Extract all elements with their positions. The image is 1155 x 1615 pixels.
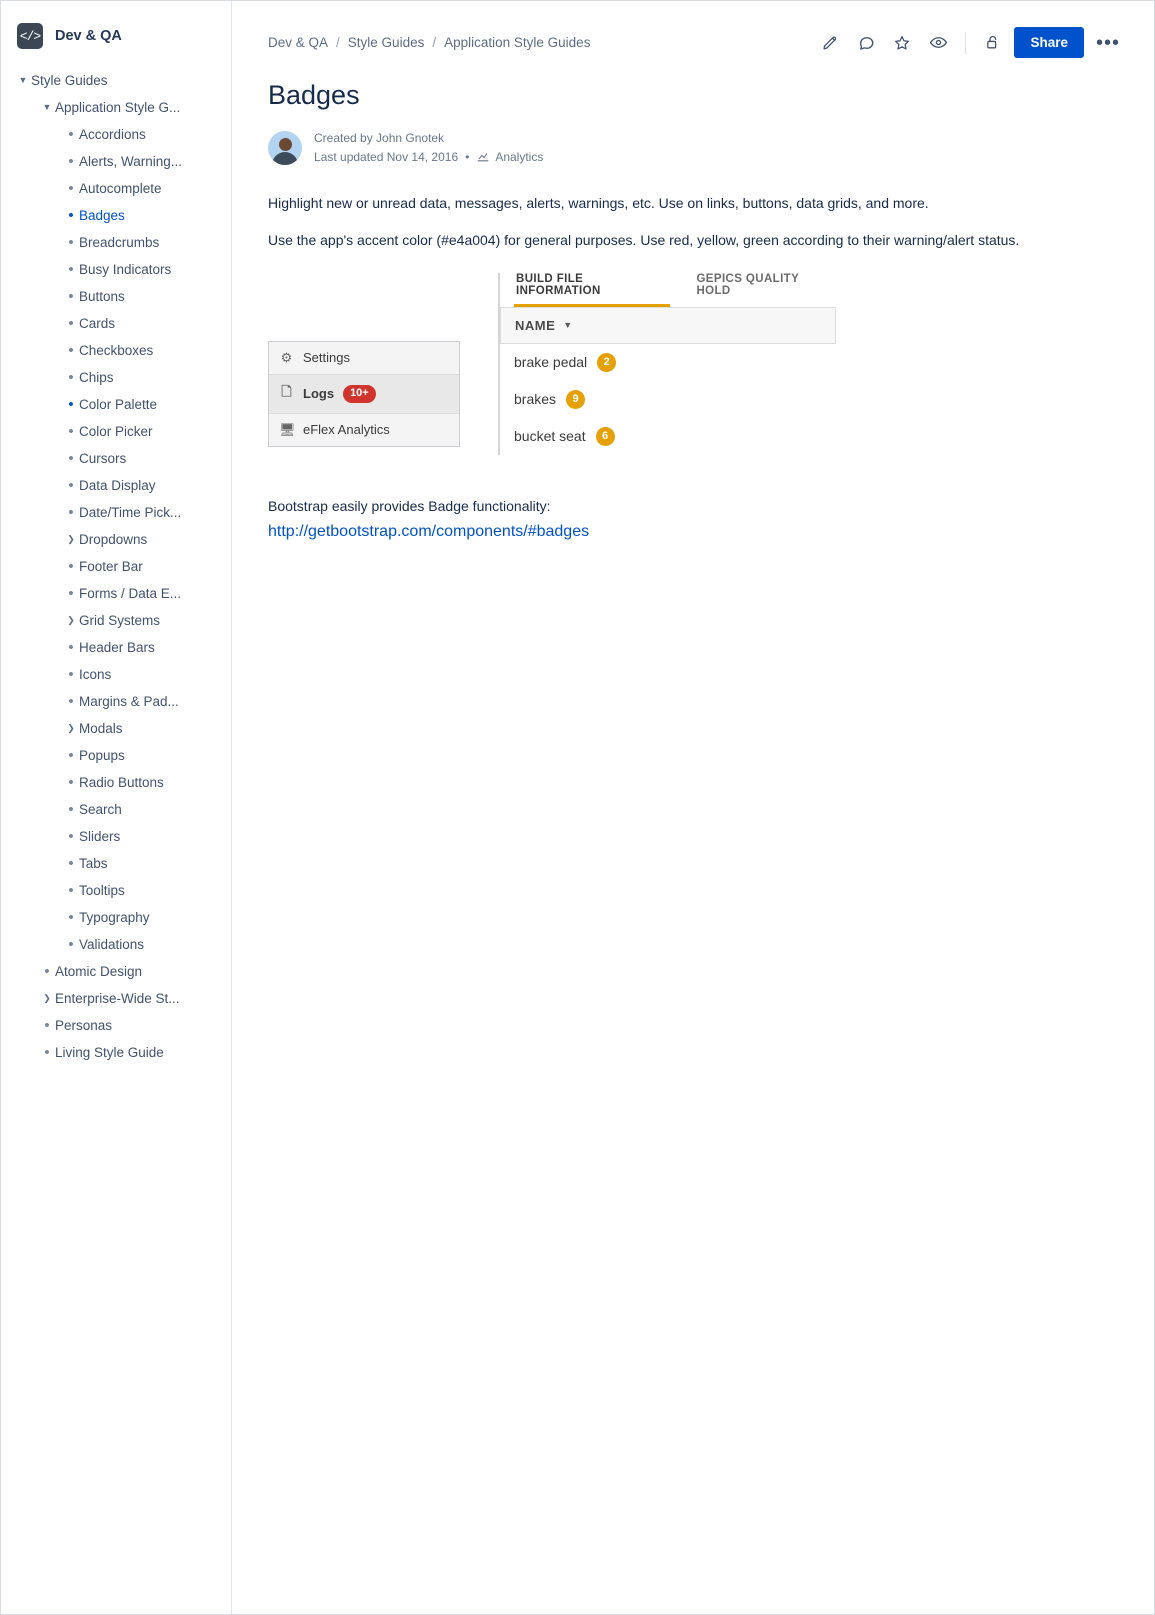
row-label: brakes [514, 391, 557, 408]
sidebar-item-label: Forms / Data E... [79, 586, 182, 601]
sidebar-item-label: Modals [79, 721, 123, 736]
sidebar-item-label: Dropdowns [79, 532, 148, 547]
sidebar-item-label: Atomic Design [55, 964, 143, 979]
lock-icon[interactable] [978, 28, 1008, 58]
chevron-right-icon[interactable]: ❯ [67, 534, 75, 544]
sidebar-item-label: Badges [79, 208, 125, 223]
copy-icon: 🗋 [281, 383, 292, 399]
breadcrumb [268, 35, 807, 50]
chevron-down-icon[interactable]: ▼ [42, 102, 52, 112]
sidebar-item-forms-data-e[interactable] [1, 580, 231, 607]
table-column-header-name[interactable] [500, 307, 836, 344]
sidebar-item-label: Radio Buttons [79, 775, 164, 790]
bullet-icon: • [68, 747, 74, 764]
sidebar-item-typography[interactable] [1, 904, 231, 931]
bullet-icon: • [68, 558, 74, 575]
bootstrap-badges-link[interactable]: http://getbootstrap.com/components/#badges [268, 523, 590, 541]
bootstrap-note: Bootstrap easily provides Badge functionality: [268, 497, 551, 514]
row-label: brake pedal [514, 354, 588, 371]
comment-icon[interactable] [851, 28, 881, 58]
sidebar-item-label: Breadcrumbs [79, 235, 160, 250]
bullet-icon: • [68, 153, 74, 170]
sidebar-item-label: Accordions [79, 127, 146, 142]
bullet-icon: • [68, 288, 74, 305]
sidebar-item-badges[interactable] [1, 202, 231, 229]
row-label: bucket seat [514, 428, 586, 445]
example-menu [268, 341, 460, 447]
monitor-icon: 🖥 [279, 421, 296, 437]
bullet-icon: • [68, 936, 74, 953]
bullet-icon: • [68, 801, 74, 818]
sidebar-item-label: Margins & Pad... [79, 694, 179, 709]
sidebar-item-label: Cards [79, 316, 116, 331]
sidebar-item-label: Style Guides [31, 73, 108, 88]
tab-gepics-quality-hold[interactable]: GEPICS QUALITY HOLD [696, 272, 799, 297]
sidebar-item-label: Busy Indicators [79, 262, 172, 277]
sidebar-item-label: Typography [79, 910, 150, 925]
byline [268, 129, 1118, 166]
sidebar-item-label: Living Style Guide [55, 1045, 164, 1060]
sidebar-item-atomic-design[interactable] [1, 958, 231, 985]
bullet-icon: • [68, 234, 74, 251]
sidebar-item-date-time-pick[interactable] [1, 499, 231, 526]
sidebar-item-label: Personas [55, 1018, 113, 1033]
toolbar-divider [965, 32, 966, 54]
sidebar-item-popups[interactable] [1, 742, 231, 769]
sidebar-item-header-bars[interactable] [1, 634, 231, 661]
sidebar-item-label: Validations [79, 937, 145, 952]
sidebar-item-autocomplete[interactable] [1, 175, 231, 202]
bullet-icon: • [68, 342, 74, 359]
bullet-icon: • [68, 207, 74, 224]
sidebar-item-checkboxes[interactable] [1, 337, 231, 364]
sidebar-item-label: Data Display [79, 478, 156, 493]
sidebar-item-icons[interactable] [1, 661, 231, 688]
chevron-right-icon[interactable]: ❯ [43, 993, 51, 1003]
bullet-icon: • [68, 828, 74, 845]
bullet-icon: • [68, 261, 74, 278]
sidebar-item-buttons[interactable] [1, 283, 231, 310]
star-icon[interactable] [887, 28, 917, 58]
sidebar-item-sliders[interactable] [1, 823, 231, 850]
menu-item-label: Logs [303, 386, 335, 402]
bullet-icon: • [44, 1017, 50, 1034]
bullet-icon: • [68, 585, 74, 602]
badge-count: 10+ [343, 385, 376, 402]
sidebar-item-label: Search [79, 802, 122, 817]
sidebar-item-label: Application Style G... [55, 100, 181, 115]
sidebar-item-accordions[interactable] [1, 121, 231, 148]
sidebar-item-chips[interactable] [1, 364, 231, 391]
sidebar-item-label: Tooltips [79, 883, 125, 898]
bullet-icon: • [68, 126, 74, 143]
space-name: Dev & QA [55, 28, 122, 44]
sidebar-item-radio-buttons[interactable] [1, 769, 231, 796]
sidebar-item-personas[interactable] [1, 1012, 231, 1039]
byline-text [314, 129, 543, 166]
paragraph-accent-color: Use the app's accent color (#e4a004) for general purposes. Use red, yellow, green according to their warning/alert status. [268, 231, 1020, 248]
space-header[interactable] [1, 1, 231, 63]
ellipsis-icon[interactable]: ••• [1095, 31, 1120, 54]
page-title: Badges [268, 80, 360, 110]
bullet-icon: • [68, 450, 74, 467]
sidebar-item-margins-pad[interactable] [1, 688, 231, 715]
menu-item-label: eFlex Analytics [303, 422, 390, 438]
badge-count: 2 [597, 353, 616, 372]
menu-item-logs[interactable] [269, 375, 459, 414]
footer-block [268, 495, 1118, 541]
bullet-icon: • [68, 180, 74, 197]
pencil-icon[interactable] [815, 28, 845, 58]
breadcrumb-item-application-style-guides[interactable]: Application Style Guides [444, 35, 591, 50]
sidebar-item-label: Buttons [79, 289, 125, 304]
sidebar-item-color-palette[interactable] [1, 391, 231, 418]
bullet-icon: • [68, 369, 74, 386]
chevron-right-icon[interactable]: ❯ [67, 615, 75, 625]
breadcrumb-separator: / [432, 35, 437, 50]
sidebar-item-label: Alerts, Warning... [79, 154, 183, 169]
code-brackets-icon: </> [17, 23, 43, 49]
bullet-icon: • [68, 774, 74, 791]
paragraph-intro: Highlight new or unread data, messages, alerts, warnings, etc. Use on links, buttons, data grids, and more. [268, 195, 929, 212]
bullet-icon: • [68, 909, 74, 926]
menu-item-eflex-analytics[interactable] [269, 414, 459, 446]
sidebar-item-dropdowns[interactable] [1, 526, 231, 553]
bullet-icon: • [68, 477, 74, 494]
sidebar-item-label: Enterprise-Wide St... [55, 991, 180, 1006]
sidebar-item-grid-systems[interactable] [1, 607, 231, 634]
sidebar-item-label: Checkboxes [79, 343, 154, 358]
sidebar-item-label: Color Picker [79, 424, 153, 439]
sidebar-item-label: Color Palette [79, 397, 158, 412]
bullet-icon: • [44, 963, 50, 980]
top-bar [232, 1, 1154, 58]
chevron-down-icon[interactable]: ▼ [18, 75, 28, 85]
sidebar-item-search[interactable] [1, 796, 231, 823]
sidebar-item-modals[interactable] [1, 715, 231, 742]
sidebar-item-validations[interactable] [1, 931, 231, 958]
breadcrumb-separator: / [336, 35, 340, 50]
bullet-icon: • [68, 666, 74, 683]
bullet-icon: • [68, 639, 74, 656]
sidebar-item-label: Date/Time Pick... [79, 505, 182, 520]
bullet-icon: • [68, 504, 74, 521]
sidebar-item-label: Icons [79, 667, 112, 682]
bullet-icon: • [44, 1044, 50, 1061]
sidebar-item-cards[interactable] [1, 310, 231, 337]
sidebar-item-style-guides[interactable] [1, 67, 231, 94]
badge-count: 6 [596, 427, 615, 446]
bullet-icon: • [68, 315, 74, 332]
main-content [232, 1, 1154, 1614]
bullet-icon: • [68, 693, 74, 710]
sidebar-item-tooltips[interactable] [1, 877, 231, 904]
sidebar-item-label: Header Bars [79, 640, 155, 655]
sidebar-item-cursors[interactable] [1, 445, 231, 472]
sidebar-item-breadcrumbs[interactable] [1, 229, 231, 256]
sidebar-item-color-picker[interactable] [1, 418, 231, 445]
sidebar-item-tabs[interactable] [1, 850, 231, 877]
sidebar-item-data-display[interactable] [1, 472, 231, 499]
sidebar-item-living-style-guide[interactable] [1, 1039, 231, 1066]
sidebar-item-label: Tabs [79, 856, 108, 871]
sidebar-item-label: Chips [79, 370, 114, 385]
sidebar-item-alerts-warning[interactable] [1, 148, 231, 175]
page-actions [815, 27, 1126, 58]
table-row [500, 344, 836, 381]
created-by: Created by John Gnotek [314, 131, 445, 145]
sidebar-item-label: Popups [79, 748, 125, 763]
chevron-right-icon[interactable]: ❯ [67, 723, 75, 733]
breadcrumb-item-style-guides[interactable]: Style Guides [347, 35, 425, 50]
gear-icon: ⚙ [280, 349, 293, 365]
table-row [500, 381, 836, 418]
last-updated: Last updated Nov 14, 2016 [314, 149, 459, 164]
example-table [498, 273, 836, 455]
analytics-link[interactable] [476, 148, 543, 167]
sidebar-item-application-style-g[interactable] [1, 94, 231, 121]
menu-item-settings[interactable] [269, 342, 459, 375]
bullet-icon: • [68, 882, 74, 899]
badge-count: 9 [566, 390, 585, 409]
page-tree [1, 63, 231, 1086]
sidebar [1, 1, 232, 1614]
menu-item-label: Settings [303, 350, 350, 366]
column-header-label: NAME [515, 317, 556, 333]
sidebar-item-label: Grid Systems [79, 613, 161, 628]
analytics-label: Analytics [495, 149, 544, 164]
bullet-icon: • [68, 423, 74, 440]
share-button[interactable]: Share [1014, 27, 1084, 58]
sidebar-item-label: Sliders [79, 829, 121, 844]
page-body [232, 80, 1154, 541]
avatar[interactable] [268, 131, 302, 165]
sidebar-item-enterprise-wide-st[interactable] [1, 985, 231, 1012]
sidebar-item-label: Autocomplete [79, 181, 162, 196]
sidebar-item-busy-indicators[interactable] [1, 256, 231, 283]
sidebar-item-footer-bar[interactable] [1, 553, 231, 580]
badge-examples [268, 273, 1118, 463]
eye-icon[interactable] [923, 28, 953, 58]
byline-separator: • [465, 149, 470, 164]
sidebar-item-label: Cursors [79, 451, 127, 466]
bullet-icon: • [68, 855, 74, 872]
breadcrumb-item-space[interactable]: Dev & QA [268, 35, 329, 50]
bullet-icon: • [68, 396, 74, 413]
caret-down-icon: ▼ [563, 320, 573, 331]
tab-build-file-information[interactable]: BUILD FILE INFORMATION [514, 273, 670, 307]
sidebar-item-label: Footer Bar [79, 559, 143, 574]
example-tabs [500, 273, 836, 307]
table-row [500, 418, 836, 455]
